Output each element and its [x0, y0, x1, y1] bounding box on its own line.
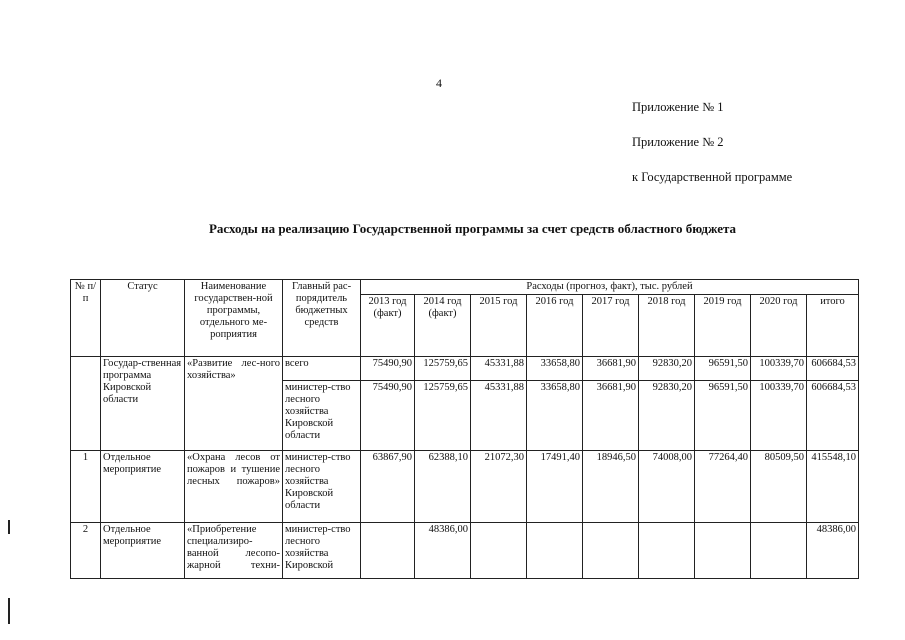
- table-cell: 415548,10: [807, 451, 859, 523]
- table-cell: 45331,88: [471, 357, 527, 381]
- document-title: Расходы на реализацию Государственной программы за счет средств областного бюджета: [208, 221, 737, 236]
- row-name: «Развитие лес-ного хозяйства»: [185, 357, 283, 451]
- table-cell: 100339,70: [751, 357, 807, 381]
- table-cell: 74008,00: [639, 451, 695, 523]
- row-num: [71, 357, 101, 451]
- table-cell: 33658,80: [527, 357, 583, 381]
- table-cell: [471, 523, 527, 579]
- table-cell: 125759,65: [415, 357, 471, 381]
- header-expenses: Расходы (прогноз, факт), тыс. рублей: [361, 280, 859, 295]
- table-cell: [583, 523, 639, 579]
- table-cell: 96591,50: [695, 357, 751, 381]
- table-row: [71, 357, 859, 381]
- table-cell: 75490,90: [361, 381, 415, 451]
- table-cell: [527, 523, 583, 579]
- table-cell: [639, 523, 695, 579]
- table-cell: [751, 523, 807, 579]
- row-num: 1: [71, 451, 101, 523]
- header-year: 2015 год: [471, 295, 527, 357]
- table-cell: 77264,40: [695, 451, 751, 523]
- table-cell: 92830,20: [639, 381, 695, 451]
- row-name: «Охрана лесов от пожаров и тушение лесных пожаров»: [185, 451, 283, 523]
- table-cell: 17491,40: [527, 451, 583, 523]
- table-cell: [361, 523, 415, 579]
- row-admin: министер-ство лесного хозяйства Кировской области: [283, 451, 361, 523]
- row-status: Государ-ственная программа Кировской области: [101, 357, 185, 451]
- row-admin: министер-ство лесного хозяйства Кировской: [283, 523, 361, 579]
- scan-margin-mark: [8, 598, 10, 624]
- table-cell: 63867,90: [361, 451, 415, 523]
- row-name: «Приобретение специализиро-ванной лесопо-жарной техни-: [185, 523, 283, 579]
- table-cell: 92830,20: [639, 357, 695, 381]
- table-cell: 80509,50: [751, 451, 807, 523]
- table-cell: 48386,00: [807, 523, 859, 579]
- page-number: 4: [436, 76, 442, 90]
- row-status: Отдельное мероприятие: [101, 451, 185, 523]
- header-name: Наименование государствен-ной программы, отдельного ме-роприятия: [185, 280, 283, 357]
- table-cell: 18946,50: [583, 451, 639, 523]
- table-cell: 36681,90: [583, 357, 639, 381]
- table-row: [71, 451, 859, 523]
- header-num: № п/п: [71, 280, 101, 357]
- scan-margin-mark: [8, 520, 10, 534]
- table-cell: 48386,00: [415, 523, 471, 579]
- table-cell: 100339,70: [751, 381, 807, 451]
- row-admin: министер-ство лесного хозяйства Кировской области: [283, 381, 361, 451]
- header-total: итого: [807, 295, 859, 357]
- header-year: 2020 год: [751, 295, 807, 357]
- row-status: Отдельное мероприятие: [101, 523, 185, 579]
- header-year: 2019 год: [695, 295, 751, 357]
- appendix-line-3: к Государственной программе: [632, 170, 793, 184]
- appendix-line-1: Приложение № 1: [632, 100, 724, 114]
- table-cell: 606684,53: [807, 357, 859, 381]
- header-year: 2018 год: [639, 295, 695, 357]
- table-row: [71, 523, 859, 579]
- table-cell: 606684,53: [807, 381, 859, 451]
- table-cell: 75490,90: [361, 357, 415, 381]
- table-cell: 45331,88: [471, 381, 527, 451]
- expenses-table: [70, 279, 859, 579]
- row-admin: всего: [283, 357, 361, 381]
- table-cell: 125759,65: [415, 381, 471, 451]
- appendix-line-2: Приложение № 2: [632, 135, 724, 149]
- header-year: 2016 год: [527, 295, 583, 357]
- header-year: 2013 год (факт): [361, 295, 415, 357]
- row-num: 2: [71, 523, 101, 579]
- table-cell: [695, 523, 751, 579]
- header-year: 2014 год (факт): [415, 295, 471, 357]
- table-cell: 96591,50: [695, 381, 751, 451]
- table-cell: 36681,90: [583, 381, 639, 451]
- table-cell: 33658,80: [527, 381, 583, 451]
- header-year: 2017 год: [583, 295, 639, 357]
- table-cell: 21072,30: [471, 451, 527, 523]
- header-admin: Главный рас-порядитель бюджетных средств: [283, 280, 361, 357]
- header-status: Статус: [101, 280, 185, 357]
- table-cell: 62388,10: [415, 451, 471, 523]
